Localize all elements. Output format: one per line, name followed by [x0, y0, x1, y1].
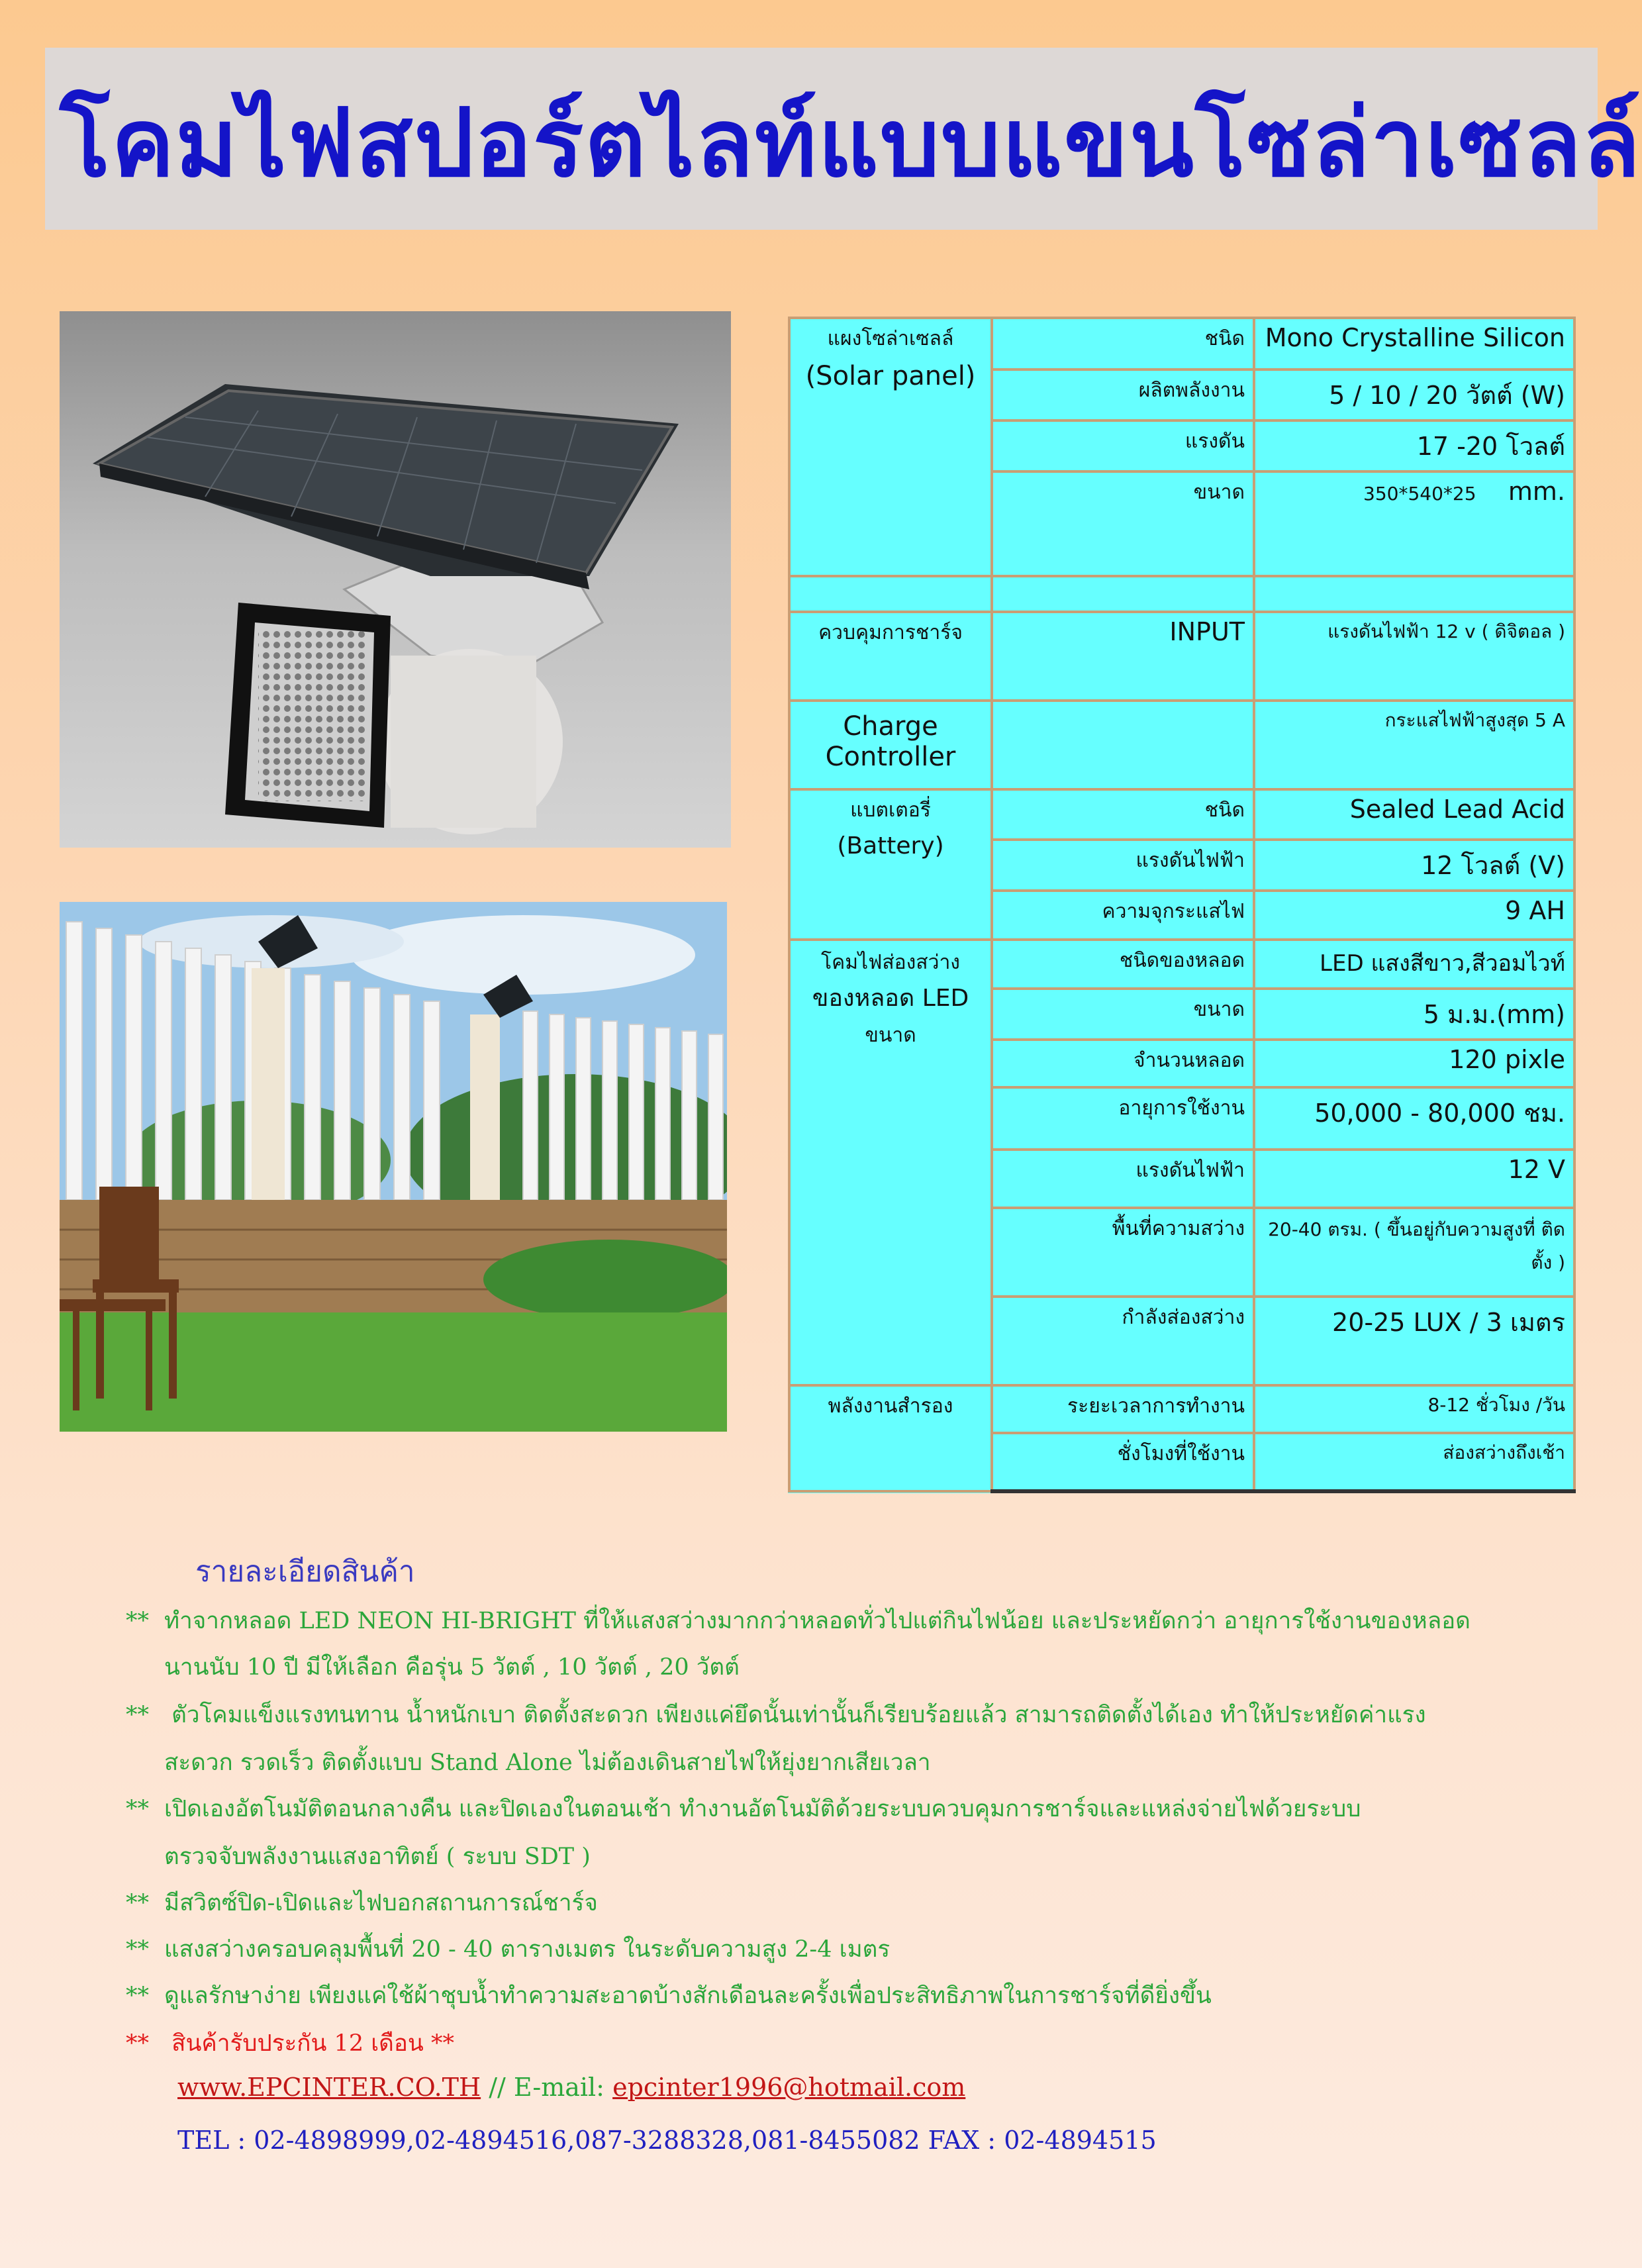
lamp-group-line3: ขนาด: [865, 1024, 916, 1047]
spec-label: แรงดัน: [992, 420, 1254, 471]
contact-phone: TEL : 02-4898999,02-4894516,087-3288328,081-8455082 FAX : 02-4894515: [177, 2126, 1157, 2155]
detail-bullet-4: [126, 1885, 598, 1921]
spec-label: จำนวนหลอด: [992, 1040, 1254, 1087]
bullet-marker: **: [126, 1702, 149, 1728]
charge-input-label: INPUT: [992, 612, 1254, 701]
solar-group-label-en: (Solar panel): [805, 361, 976, 391]
spec-label: ขนาด: [992, 471, 1254, 576]
bullet-marker: **: [126, 1796, 149, 1822]
spec-value: Sealed Lead Acid: [1254, 789, 1574, 840]
spec-value: 12 V: [1254, 1150, 1574, 1208]
table-row: [789, 318, 1574, 370]
warranty-text: สินค้ารับประกัน 12 เดือน **: [164, 2030, 454, 2057]
spec-value-size: [1254, 471, 1574, 576]
title-banner: [45, 48, 1642, 230]
detail-text: เปิดเองอัตโนมัติตอนกลางคืน และปิดเองในตอนเช้า ทำงานอัตโนมัติด้วยระบบควบคุมการชาร์จและแหล่งจ่ายไฟด้วยระบบ: [164, 1796, 1361, 1822]
charge-current-value: กระแสไฟฟ้าสูงสุด 5 A: [1254, 701, 1574, 789]
details-heading: รายละเอียดสินค้า: [195, 1555, 415, 1589]
panel-size: 350*540*25: [1363, 483, 1476, 505]
detail-bullet-5: [126, 1931, 890, 1967]
detail-bullet-1-cont: นานนับ 10 ปี มีให้เลือก คือรุ่น 5 วัตต์ , 10 วัตต์ , 20 วัตต์: [164, 1654, 740, 1681]
detail-bullet-3-cont: ตรวจจับพลังงานแสงอาทิตย์ ( ระบบ SDT ): [164, 1844, 591, 1870]
detail-bullet-3: [126, 1791, 1361, 1827]
bullet-marker: **: [126, 2030, 149, 2057]
lamp-group-cell: [789, 940, 992, 1385]
charge-input-value: แรงดันไฟฟ้า 12 v ( ดิจิตอล ): [1254, 612, 1574, 701]
spec-value: 12 โวลต์ (V): [1254, 840, 1574, 891]
battery-group-label: แบตเตอรี่: [850, 799, 931, 822]
spec-value: 8-12 ชั่วโมง /วัน: [1254, 1385, 1574, 1433]
spec-value: 20-25 LUX / 3 เมตร: [1254, 1297, 1574, 1385]
spec-label: ชนิด: [992, 318, 1254, 370]
spec-label: ชั่งโมงที่ใช้งาน: [992, 1433, 1254, 1491]
contact-web-email: [177, 2073, 965, 2102]
detail-text: ทำจากหลอด LED NEON HI-BRIGHT ที่ให้แสงสว่างมากกว่าหลอดทั่วไปแต่กินไฟน้อย และประหยัดกว่า อายุการใช้งานของหลอด: [164, 1608, 1471, 1634]
spec-value: 5 ม.ม.(mm): [1254, 989, 1574, 1040]
bullet-marker: **: [126, 1890, 149, 1916]
table-row: [789, 612, 1574, 701]
spec-label: กำลังส่องสว่าง: [992, 1297, 1254, 1385]
product-photo-spotlight: [60, 311, 731, 848]
panel-size-unit: mm.: [1508, 477, 1565, 506]
charge-group-label-en: Charge Controller: [789, 701, 992, 789]
solar-group-label: แผงโซล่าเซลล์: [827, 327, 954, 350]
detail-bullet-2-cont: สะดวก รวดเร็ว ติดตั้งแบบ Stand Alone ไม่ต้องเดินสายไฟให้ยุ่งยากเสียเวลา: [164, 1750, 931, 1776]
lamp-group-line2: ของหลอด LED: [812, 985, 969, 1012]
detail-text: ดูแลรักษาง่าย เพียงแค่ใช้ผ้าชุบน้ำทำความสะอาดบ้างสักเดือนละครั้งเพื่อประสิทธิภาพในการชาร์จที่ดียิ่งขึ้น: [164, 1983, 1212, 2009]
spec-value: 50,000 - 80,000 ชม.: [1254, 1087, 1574, 1150]
bullet-marker: **: [126, 1983, 149, 2009]
table-row: [789, 789, 1574, 840]
spec-value: 17 -20 โวลต์: [1254, 420, 1574, 471]
detail-text: ตัวโคมแข็งแรงทนทาน น้ำหนักเบา ติดตั้งสะดวก เพียงแค่ยึดนั้นเท่านั้นก็เรียบร้อยแล้ว สามารถติดตั้งได้เอง ทำให้ประหยัดค่าแรง: [164, 1702, 1426, 1728]
spec-label: ความจุกระแสไฟ: [992, 891, 1254, 940]
detail-bullet-1: [126, 1602, 1471, 1639]
email-link[interactable]: epcinter1996@hotmail.com: [612, 2073, 966, 2102]
detail-bullet-2: [126, 1697, 1426, 1733]
spec-value: 5 / 10 / 20 วัตต์ (W): [1254, 370, 1574, 420]
detail-bullet-6: [126, 1977, 1212, 2014]
email-separator: // E-mail:: [481, 2073, 613, 2102]
spec-label: ชนิดของหลอด: [992, 940, 1254, 989]
spec-value: ส่องสว่างถึงเช้า: [1254, 1433, 1574, 1491]
spec-label: พื้นที่ความสว่าง: [992, 1208, 1254, 1297]
spec-value: LED แสงสีขาว,สีวอมไวท์: [1254, 940, 1574, 989]
spec-value: 20-40 ตรม. ( ขึ้นอยู่กับความสูงที่ ติดตั้ง ): [1254, 1208, 1574, 1297]
table-row: [789, 1385, 1574, 1433]
table-row-spacer: [789, 576, 1574, 612]
backup-group-label: พลังงานสำรอง: [789, 1385, 992, 1491]
solar-group-cell: [789, 318, 992, 576]
spec-value: Mono Crystalline Silicon: [1254, 318, 1574, 370]
spec-table: [788, 317, 1576, 1493]
installation-photo-fence: [60, 902, 727, 1432]
page-title: โคมไฟสปอร์ตไลท์แบบแขนโซล่าเซลล์: [60, 89, 1642, 198]
spec-label: ระยะเวลาการทำงาน: [992, 1385, 1254, 1433]
spec-label: ชนิด: [992, 789, 1254, 840]
spec-value: 120 pixle: [1254, 1040, 1574, 1087]
bullet-marker: **: [126, 1608, 149, 1634]
spec-label: ผลิตพลังงาน: [992, 370, 1254, 420]
spec-label: ขนาด: [992, 989, 1254, 1040]
battery-group-label-en: (Battery): [837, 832, 944, 860]
charge-group-label: ควบคุมการชาร์จ: [789, 612, 992, 701]
table-row: [789, 940, 1574, 989]
bullet-marker: **: [126, 1936, 149, 1963]
detail-text: แสงสว่างครอบคลุมพื้นที่ 20 - 40 ตารางเมตร ในระดับความสูง 2-4 เมตร: [164, 1936, 891, 1963]
website-link[interactable]: www.EPCINTER.CO.TH: [177, 2073, 481, 2102]
spec-label: อายุการใช้งาน: [992, 1087, 1254, 1150]
spec-value: 9 AH: [1254, 891, 1574, 940]
warranty-line: [126, 2025, 454, 2061]
detail-text: มีสวิตซ์ปิด-เปิดและไฟบอกสถานการณ์ชาร์จ: [164, 1890, 598, 1916]
battery-group-cell: [789, 789, 992, 940]
lamp-group-line1: โคมไฟส่องสว่าง: [821, 951, 960, 974]
spec-label: แรงดันไฟฟ้า: [992, 1150, 1254, 1208]
spec-label: แรงดันไฟฟ้า: [992, 840, 1254, 891]
table-row: [789, 701, 1574, 789]
